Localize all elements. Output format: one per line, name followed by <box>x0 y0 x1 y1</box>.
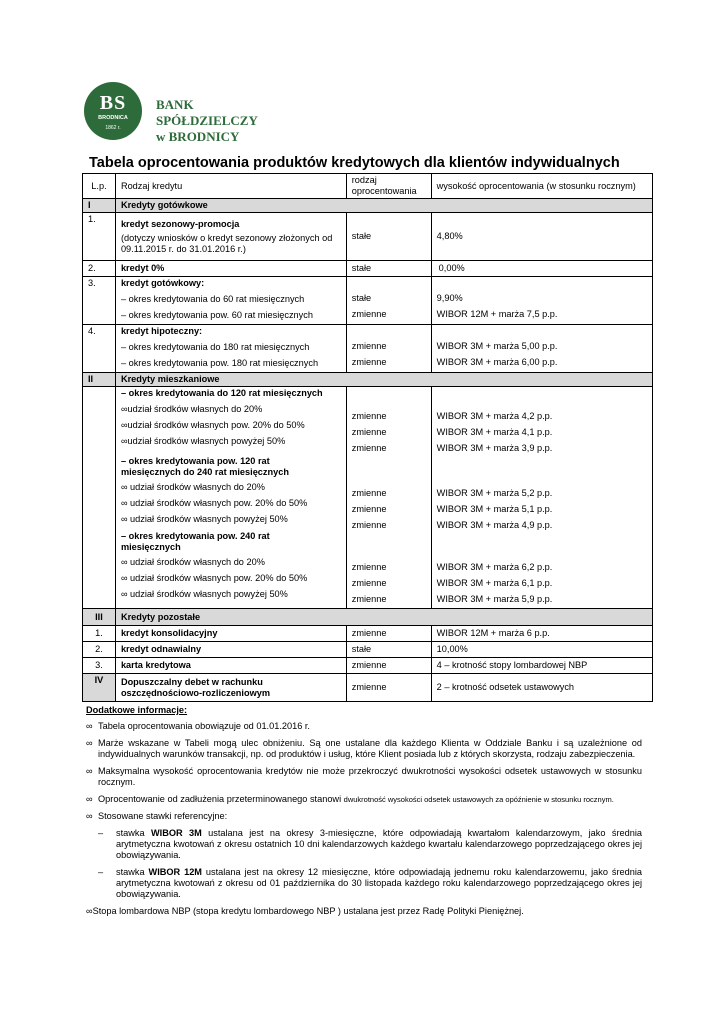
table-row: 1. kredyt sezonowy-promocja (dotyczy wniosków o kredyt sezonowy złożonych od 09.11.2015 r. do 31.01.2016 r.) stałe 4,80% <box>83 213 653 261</box>
table-row: 2. kredyt odnawialny stałe 10,00% <box>83 642 653 658</box>
table-row: 3. karta kredytowa zmienne 4 – krotność stopy lombardowej NBP <box>83 658 653 674</box>
note-item: ∞Stopa lombardowa NBP (stopa kredytu lombardowego NBP ) ustalana jest przez Radę Polityki Pieniężnej. <box>86 906 524 916</box>
infinity-bullet-icon: ∞ <box>86 738 93 748</box>
logo-emblem <box>84 82 142 140</box>
table-header-row: L.p. Rodzaj kredytu rodzaj oprocentowania wysokość oprocentowania (w stosunku rocznym) <box>83 174 653 199</box>
logo-year: 1862 r. <box>105 125 121 131</box>
section-row: I Kredyty gotówkowe <box>83 199 653 213</box>
infinity-bullet-icon: ∞ <box>86 906 93 916</box>
note-item: ∞ Maksymalna wysokość oprocentowania kredytów nie może przekroczyć dwukrotności wysokości odsetek ustawowych w stosunku rocznym. <box>86 766 642 787</box>
logo-bank-name: BANK SPÓŁDZIELCZY w BRODNICY <box>156 97 258 144</box>
logo-initials: BS <box>99 92 127 114</box>
table-row: IV Dopuszczalny debet w rachunku oszczędnościowo-rozliczeniowym zmienne 2 – krotność odsetek ustawowych <box>83 674 653 702</box>
page-title: Tabela oprocentowania produktów kredytowych dla klientów indywidualnych <box>89 155 620 171</box>
infinity-bullet-icon: ∞ <box>86 766 93 776</box>
notes-header: Dodatkowe informacje: <box>86 705 188 715</box>
dash-bullet-icon: – <box>98 828 104 838</box>
table-row: 3. kredyt gotówkowy: – okres kredytowania do 60 rat miesięcznych – okres kredytowania pow. 60 rat miesięcznych stałe zmienne 9,90% WIBOR 12M + marża 7,5 p.p. <box>83 277 653 325</box>
infinity-bullet-icon: ∞ <box>86 721 93 731</box>
note-item: ∞ Marże wskazane w Tabeli mogą ulec obniżeniu. Są one ustalane dla każdego Klienta w Oddziale Banku i są uzależnione od indywidualnych warunków transakcji, np. od produktów i usług, które Klient posiada lub z których skorzysta, rodzaju zabezpieczenia. <box>86 738 642 759</box>
note-item: ∞ Stosowane stawki referencyjne: <box>86 811 228 821</box>
section-row: II Kredyty mieszkaniowe <box>83 373 653 387</box>
rates-table <box>82 173 653 702</box>
logo-place: BRODNICA <box>98 115 128 121</box>
bank-logo <box>84 82 284 142</box>
infinity-bullet-icon: ∞ <box>86 794 93 804</box>
table-row: 2. kredyt 0% stałe 0,00% <box>83 261 653 277</box>
table-row: 1. kredyt konsolidacyjny zmienne WIBOR 12M + marża 6 p.p. <box>83 626 653 642</box>
infinity-bullet-icon: ∞ <box>86 811 93 821</box>
section-row: III Kredyty pozostałe <box>83 609 653 626</box>
note-item: ∞ Oprocentowanie od zadłużenia przeterminowanego stanowi dwukrotność wysokości odsetek ustawowych za opóźnienie w stosunku rocznym. <box>86 794 614 804</box>
additional-info <box>86 705 642 923</box>
note-item: ∞ Tabela oprocentowania obowiązuje od 01.01.2016 r. <box>86 721 310 731</box>
table-row: 4. kredyt hipoteczny: – okres kredytowania do 180 rat miesięcznych – okres kredytowania pow. 180 rat miesięcznych zmienne zmienne WIBOR 3M + marża 5,00 p.p. WIBOR 3M + marża 6,00 p.p. <box>83 325 653 373</box>
table-row: – okres kredytowania do 120 rat miesięcznych ∞udział środków własnych do 20% ∞udział środków własnych pow. 20% do 50% ∞udział środków własnych powyżej 50% – okres kredytowania pow. 120 rat miesięcznych do 240 rat miesięcznych ∞ udział środków własnych do 20% ∞ udział środków własnych pow. 20% do 50% ∞ udział środków własnych powyżej 50% – okres kredytowania pow. 240 rat miesięcznych ∞ udział środków własnych do 20% ∞ udział środków własnych pow. 20% do 50% ∞ udział środków własnych powyżej 50% zmienne zmienne zmienne zmienne zmienne zmienne zmienne zmienne zmienne WIBOR 3M + marża 4,2 p.p. WIBOR 3M + marża 4,1 p.p. WIBOR 3M + marża 3,9 p.p. WIBOR 3M + marża 5,2 p.p. WIBOR 3M + marża 5,1 p.p. WIBOR 3M + marża 4,9 p.p. WIBOR 3M + marża 6,2 p.p. WIBOR 3M + marża 6,1 p.p. WIBOR 3M + marża 5,9 p.p. <box>83 387 653 609</box>
note-subitem: – stawka WIBOR 3M ustalana jest na okresy 3-miesięczne, które odpowiadają kwartałom kalendarzowym, jako średnia arytmetyczna kwotowań z okresu ostatnich 10 dni kalendarzowych każdego kwartału kalendarzowego poprzedzającego okres jej obowiązywania. <box>98 828 642 860</box>
dash-bullet-icon: – <box>98 867 104 877</box>
note-subitem: – stawka WIBOR 12M ustalana jest na okresy 12 miesięczne, które odpowiadają jednemu roku kalendarzowemu, jako średnia arytmetyczna kwotowań z okresu od 01 października do 30 listopada każdego roku kalendarzowego poprzedzającego okres jej obowiązywania. <box>98 867 642 899</box>
